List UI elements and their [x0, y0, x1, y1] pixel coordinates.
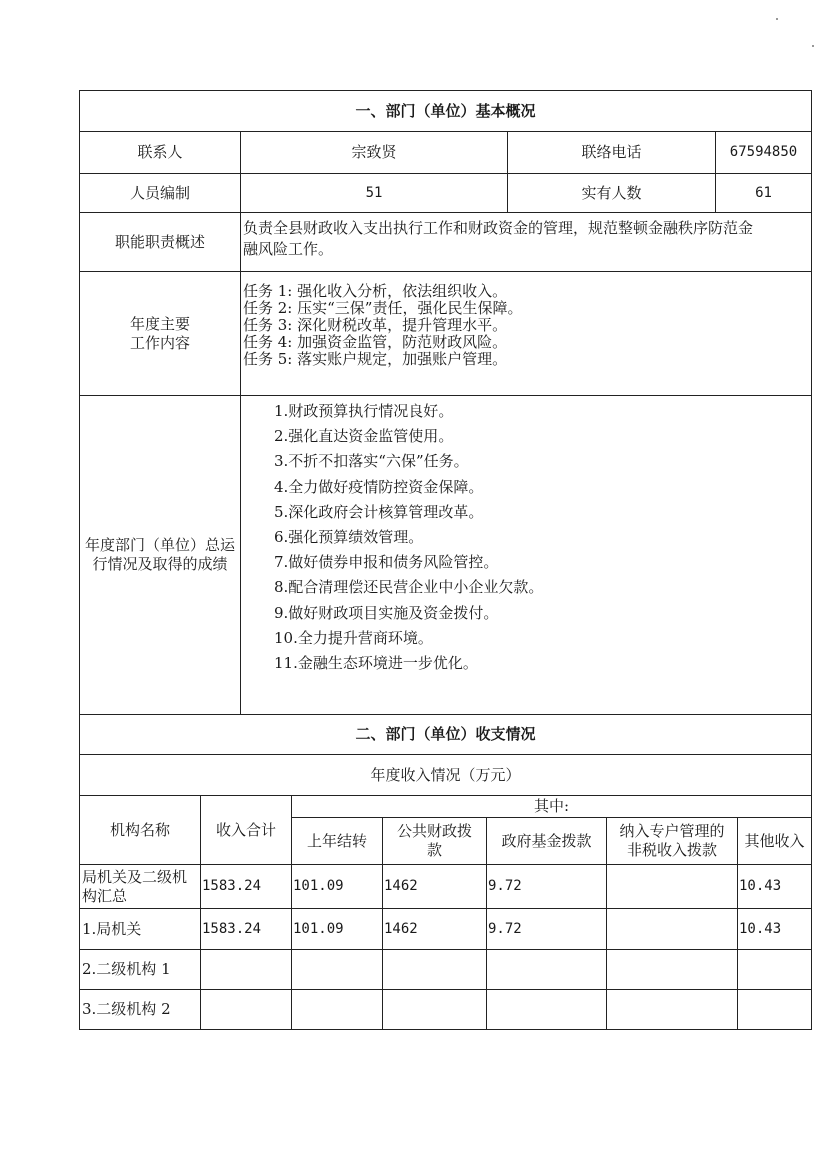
cell-nontax — [607, 909, 737, 949]
cell-nontax — [607, 990, 737, 1029]
actual-value: 61 — [755, 184, 772, 201]
tasks-label — [80, 272, 240, 395]
result-item: 2.强化直达资金监管使用。 — [274, 427, 454, 446]
duty-line: 融风险工作。 — [243, 240, 334, 258]
result-item: 4.全力做好疫情防控资金保障。 — [274, 477, 484, 496]
col-total-header: 收入合计 — [215, 820, 276, 839]
cell-carryover: 101.09 — [293, 920, 344, 937]
result-item: 11.金融生态环境进一步优化。 — [274, 654, 478, 673]
col-carryover-header: 上年结转 — [306, 831, 367, 850]
task-item: 任务 4: 加强资金监管，防范财政风险。 — [243, 333, 508, 351]
col-fund-header: 政府基金拨款 — [501, 831, 592, 850]
results-label-line: 年度部门（单位）总运 — [84, 536, 235, 554]
task-item: 任务 5: 落实账户规定，加强账户管理。 — [243, 350, 508, 368]
col-nontax-header — [607, 818, 737, 864]
duty-text — [243, 218, 809, 260]
staff-label: 人员编制 — [129, 183, 190, 202]
col-nontax-header-line: 非税收入拨款 — [626, 841, 717, 859]
col-public-header — [383, 818, 486, 864]
org-name-line: 构汇总 — [82, 886, 128, 905]
cell-total: 1583.24 — [202, 920, 262, 937]
tasks-list — [243, 283, 809, 368]
cell-fund — [487, 950, 606, 989]
cell-total — [201, 950, 291, 989]
cell-fund: 9.72 — [488, 920, 522, 937]
cell-total — [201, 990, 291, 1029]
scan-speck — [812, 45, 814, 47]
result-item: 5.深化政府会计核算管理改革。 — [274, 502, 484, 521]
cell-public — [383, 950, 486, 989]
result-item: 1.财政预算执行情况良好。 — [274, 402, 454, 420]
col-public-header-line: 公共财政拨 — [396, 822, 472, 840]
scan-speck — [776, 18, 778, 20]
col-other-header: 其他收入 — [744, 831, 805, 850]
result-item: 3.不折不扣落实“六保”任务。 — [274, 452, 469, 471]
actual-label: 实有人数 — [581, 183, 642, 202]
col-org-header: 机构名称 — [109, 820, 170, 839]
tasks-label-line: 工作内容 — [129, 333, 190, 352]
income-title: 年度收入情况（万元） — [370, 765, 521, 784]
among-header: 其中: — [533, 797, 570, 815]
cell-other: 10.43 — [739, 878, 782, 894]
results-label-line: 行情况及取得的成绩 — [92, 555, 228, 573]
results-label — [80, 396, 240, 714]
cell-fund: 9.72 — [488, 878, 522, 894]
contact-value: 宗致贤 — [351, 143, 397, 161]
result-item: 10.全力提升营商环境。 — [274, 628, 433, 647]
result-item: 9.做好财政项目实施及资金拨付。 — [274, 603, 499, 622]
phone-label: 联络电话 — [581, 143, 642, 161]
table-row-org: 3.二级机构 2 — [82, 1000, 171, 1018]
cell-carryover — [292, 990, 382, 1029]
tasks-label-line: 年度主要 — [129, 314, 190, 333]
cell-other — [738, 950, 811, 989]
duty-label: 职能职责概述 — [114, 232, 205, 251]
org-name-line: 局机关及二级机 — [82, 867, 188, 886]
cell-fund — [487, 990, 606, 1029]
table-row-org: 2.二级机构 1 — [82, 960, 171, 978]
cell-other — [738, 990, 811, 1029]
cell-carryover — [292, 950, 382, 989]
phone-value: 67594850 — [729, 144, 798, 160]
task-item: 任务 2: 压实“三保”责任，强化民生保障。 — [243, 299, 523, 317]
task-item: 任务 3: 深化财税改革，提升管理水平。 — [243, 316, 508, 334]
cell-public: 1462 — [384, 878, 418, 894]
cell-nontax — [607, 865, 737, 908]
cell-public — [383, 990, 486, 1029]
result-item: 8.配合清理偿还民营企业中小企业欠款。 — [274, 578, 544, 597]
table-row-org — [80, 865, 200, 908]
cell-total: 1583.24 — [202, 878, 262, 894]
col-public-header-line: 款 — [426, 841, 442, 859]
cell-nontax — [607, 950, 737, 989]
section-2-title: 二、部门（单位）收支情况 — [355, 725, 536, 743]
cell-public: 1462 — [384, 920, 418, 937]
task-item: 任务 1: 强化收入分析，依法组织收入。 — [243, 282, 508, 300]
table-row-org: 1.局机关 — [82, 919, 142, 938]
result-item: 7.做好债券申报和债务风险管控。 — [274, 553, 499, 572]
duty-line: 负责全县财政收入支出执行工作和财政资金的管理，规范整顿金融秩序防范金 — [243, 219, 754, 237]
cell-other: 10.43 — [739, 920, 782, 937]
col-nontax-header-line: 纳入专户管理的 — [619, 822, 725, 840]
contact-label: 联系人 — [137, 143, 183, 161]
staff-value: 51 — [365, 184, 383, 201]
result-item: 6.强化预算绩效管理。 — [274, 528, 424, 547]
results-list — [274, 399, 804, 676]
cell-carryover: 101.09 — [293, 878, 344, 894]
section-1-title: 一、部门（单位）基本概况 — [355, 101, 536, 120]
